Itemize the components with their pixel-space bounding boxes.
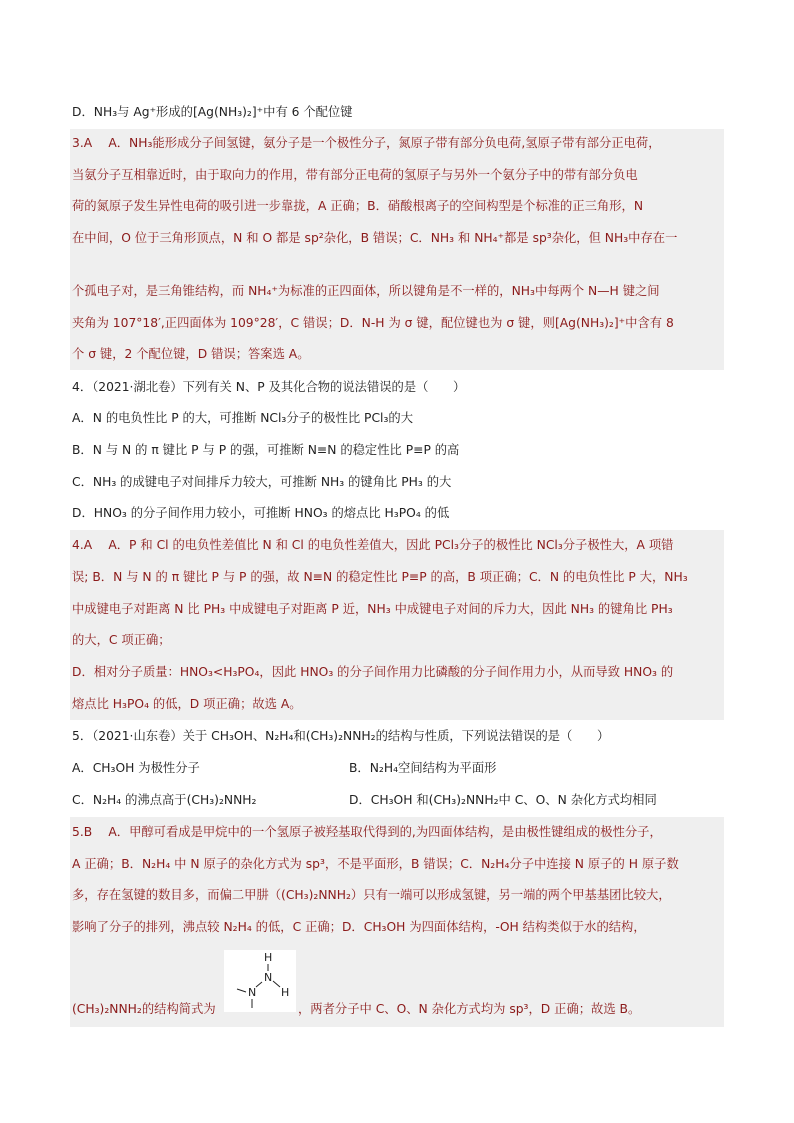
option-d-line: D．NH₃与 Ag⁺形成的[Ag(NH₃)₂]⁺中有 6 个配位键 bbox=[72, 105, 353, 119]
answer-4-line: 4.A A．P 和 Cl 的电负性差值比 N 和 Cl 的电负性差值大，因此 PCl₃分子的极性比 NCl₃分子极性大，A 项错 bbox=[72, 538, 674, 552]
answer-4-line: 中成键电子对距离 N 比 PH₃ 中成键电子对距离 P 近，NH₃ 中成键电子对间的斥力大，因此 NH₃ 的键角比 PH₃ bbox=[72, 602, 673, 616]
question-4-option-a: A．N 的电负性比 P 的大，可推断 NCl₃分子的极性比 PCl₃的大 bbox=[72, 411, 413, 425]
question-5-option-d: D．CH₃OH 和(CH₃)₂NNH₂中 C、O、N 杂化方式均相同 bbox=[349, 793, 657, 807]
question-5-option-a: A．CH₃OH 为极性分子 bbox=[72, 761, 200, 775]
bond-line bbox=[273, 981, 280, 987]
answer-4-line: 熔点比 H₃PO₄ 的低，D 项正确；故选 A。 bbox=[72, 697, 302, 711]
answer-3-line: 夹角为 107°18′,正四面体为 109°28′，C 错误；D．N-H 为 σ 键，配位键也为 σ 键，则[Ag(NH₃)₂]⁺中含有 8 bbox=[72, 316, 674, 330]
answer-5-last-right: ，两者分子中 C、O、N 杂化方式均为 sp³，D 正确；故选 B。 bbox=[298, 1002, 641, 1016]
question-4-option-d: D．HNO₃ 的分子间作用力较小，可推断 HNO₃ 的熔点比 H₃PO₄ 的低 bbox=[72, 506, 450, 520]
answer-5-line: 多，存在氢键的数目多，而偏二甲肼（(CH₃)₂NNH₂）只有一端可以形成氢键，另一端的两个甲基基团比较大， bbox=[72, 888, 671, 902]
question-5-option-b: B．N₂H₄空间结构为平面形 bbox=[349, 761, 497, 775]
answer-3-line: 在中间，O 位于三角形顶点，N 和 O 都是 sp²杂化，B 错误；C．NH₃ 和 NH₄⁺都是 sp³杂化，但 NH₃中存在一 bbox=[72, 231, 678, 245]
answer-4-line: 的大，C 项正确； bbox=[72, 633, 171, 647]
atom-h-right: H bbox=[281, 986, 290, 999]
bond-line bbox=[256, 982, 262, 987]
question-4-stem: 4．（2021·湖北卷）下列有关 N、P 及其化合物的说法错误的是（ ） bbox=[72, 380, 466, 394]
answer-5-last-left: (CH₃)₂NNH₂的结构简式为 bbox=[72, 1002, 216, 1016]
answer-5-line: 5.B A．甲醇可看成是甲烷中的一个氢原子被羟基取代得到的,为四面体结构，是由极性键组成的极性分子， bbox=[72, 825, 662, 839]
answer-4-block bbox=[70, 530, 724, 720]
answer-3-line: 当氨分子互相靠近时，由于取向力的作用，带有部分正电荷的氢原子与另外一个氨分子中的带有部分负电 bbox=[72, 168, 638, 182]
atom-n-mid: N bbox=[264, 971, 273, 984]
answer-4-line: 误; B．N 与 N 的 π 键比 P 与 P 的强，故 N≡N 的稳定性比 P≡P 的高，B 项正确；C．N 的电负性比 P 大，NH₃ bbox=[72, 570, 688, 584]
answer-3-line: 个 σ 键，2 个配位键，D 错误；答案选 A。 bbox=[72, 347, 310, 361]
question-5-option-c: C．N₂H₄ 的沸点高于(CH₃)₂NNH₂ bbox=[72, 793, 257, 807]
answer-4-line: D．相对分子质量：HNO₃<H₃PO₄，因此 HNO₃ 的分子间作用力比磷酸的分子间作用力小，从而导致 HNO₃ 的 bbox=[72, 665, 674, 679]
atom-h-top: H bbox=[264, 951, 273, 964]
methyl-bond bbox=[237, 989, 246, 992]
dimethylhydrazine-structure bbox=[224, 950, 296, 1012]
question-5-stem: 5．（2021·山东卷）关于 CH₃OH、N₂H₄和(CH₃)₂NNH₂的结构与性质，下列说法错误的是（ ） bbox=[72, 729, 610, 743]
answer-3-line: 荷的氮原子发生异性电荷的吸引进一步靠拢，A 正确；B．硝酸根离子的空间构型是个标准的正三角形，N bbox=[72, 199, 644, 213]
answer-5-line: 影响了分子的排列，沸点较 N₂H₄ 的低，C 正确；D．CH₃OH 为四面体结构，-OH 结构类似于水的结构， bbox=[72, 920, 646, 934]
question-4-option-c: C．NH₃ 的成键电子对间排斥力较大，可推断 NH₃ 的键角比 PH₃ 的大 bbox=[72, 475, 452, 489]
answer-3-line: 3.A A．NH₃能形成分子间氢键，氨分子是一个极性分子，氮原子带有部分负电荷,氢原子带有部分正电荷， bbox=[72, 136, 661, 150]
answer-3-line: 个孤电子对，是三角锥结构，而 NH₄⁺为标准的正四面体，所以键角是不一样的，NH₃中每两个 N—H 键之间 bbox=[72, 284, 660, 298]
answer-5-line: A 正确；B．N₂H₄ 中 N 原子的杂化方式为 sp³，不是平面形，B 错误；C．N₂H₄分子中连接 N 原子的 H 原子数 bbox=[72, 857, 679, 871]
atom-n-left: N bbox=[248, 986, 257, 999]
question-4-option-b: B．N 与 N 的 π 键比 P 与 P 的强，可推断 N≡N 的稳定性比 P≡P 的高 bbox=[72, 443, 460, 457]
